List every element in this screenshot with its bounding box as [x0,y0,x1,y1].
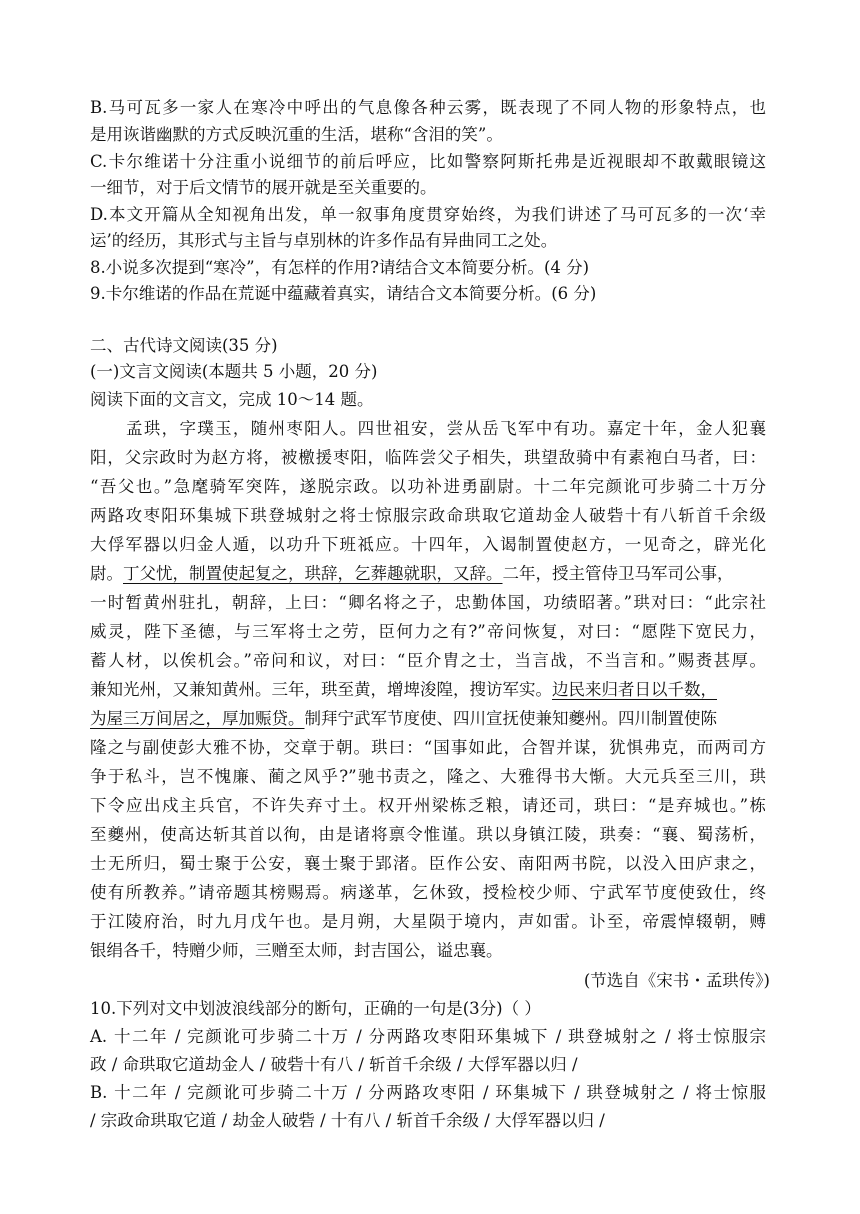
passage-source: (节选自《宋书・孟珙传》) [583,971,770,990]
option-a-line-1: A. 十二年 / 完颜讹可步骑二十万 / 分两路攻枣阳环集城下 / 珙登城射之 / 将士惊服宗 [90,1027,766,1046]
option-b-line-2: / 宗政命珙取它道 / 劫金人破砦 / 十有八 / 斩首千余级 / 大俘军器以归 / [90,1111,605,1130]
option-b-line-2: 是用诙谐幽默的方式反映沉重的生活，堪称“含泪的笑”。 [90,125,503,144]
passage-line [90,562,734,586]
passage-line: 两路攻枣阳环集城下珙登城射之将士惊服宗政命珙取它道劫金人破砦十有八斩首千余级 [90,506,766,525]
option-a-line-2: 政 / 命珙取它道劫金人 / 破砦十有八 / 斩首千余级 / 大俘军器以归 / [90,1055,578,1074]
underlined-sentence: 为屋三万间居之，厚加赈贷。 [90,709,305,728]
passage-segment: 兼知光州，又兼知黄州。三年，珙至黄，增埤浚隍，搜访军实。 [90,680,552,699]
passage-line [90,707,717,731]
passage-line: 孟珙，字璞玉，随州枣阳人。四世祖安，尝从岳飞军中有功。嘉定十年，金人犯襄 [126,419,766,438]
underlined-sentence: 丁父忧，制置使起复之，珙辞，乞葬趣就职，又辞。 [123,564,503,583]
option-c-line-2: 一细节，对于后文情节的展开就是至关重要的。 [90,178,437,197]
option-d-line-2: 运’的经历，其形式与主旨与卓别林的许多作品有异曲同工之处。 [90,231,558,250]
passage-line: 士无所归，蜀士聚于公安，襄士聚于郢渚。臣作公安、南阳两书院，以没入田庐隶之， [90,854,766,873]
passage-line: 下令应出戍主兵官，不许失弃寸土。权开州梁栋乏粮，请还司，珙曰：“是弃城也。”栋 [90,796,766,815]
option-c-line-1: C.卡尔维诺十分注重小说细节的前后呼应，比如警察阿斯托弗是近视眼却不敢戴眼镜这 [90,152,766,171]
reading-instruction: 阅读下面的文言文，完成 10～14 题。 [90,390,374,409]
passage-segment: 尉。 [90,564,123,583]
passage-line: 至夔州，使高达斩其首以徇，由是诸将禀令惟谨。珙以身镇江陵，珙奏：“襄、蜀荡析， [90,825,766,844]
passage-line: 阳，父宗政时为赵方将，被檄援枣阳，临阵尝父子相失，珙望敌骑中有素袍白马者，曰： [90,448,766,467]
question-9: 9.卡尔维诺的作品在荒诞中蕴藏着真实，请结合文本简要分析。(6 分) [90,284,597,303]
passage-line: 争于私斗，岂不愧廉、蔺之风乎?”驰书责之，隆之、大雅得书大惭。大元兵至三川，珙 [90,767,766,786]
question-10: 10.下列对文中划波浪线部分的断句，正确的一句是(3分)（ ） [90,999,541,1018]
underlined-sentence: 边民来归者日以千数， [552,680,717,699]
passage-line: 隆之与副使彭大雅不协，交章于朝。珙曰：“国事如此，合智并谋，犹惧弗克，而两司方 [90,738,766,757]
passage-line [90,678,717,702]
passage-line: 一时暂黄州驻扎，朝辞，上曰：“卿名将之子，忠勤体国，功绩昭著。”珙对曰：“此宗社 [90,593,766,612]
option-b-line-1: B.马可瓦多一家人在寒冷中呼出的气息像各种云雾，既表现了不同人物的形象特点，也 [90,98,766,117]
passage-line: 于江陵府治，时九月戊午也。是月朔，大星陨于境内，声如雷。讣至，帝震悼辍朝，赙 [90,912,766,931]
passage-line: 银绢各千，特赠少师，三赠至太师，封吉国公，谥忠襄。 [90,941,503,960]
option-d-line-1: D.本文开篇从全知视角出发，单一叙事角度贯穿始终，为我们讲述了马可瓦多的一次‘幸 [90,205,766,224]
passage-line: 大俘军器以归金人遁，以功升下班祗应。十四年，入谒制置使赵方，一见奇之，辟光化 [90,535,766,554]
passage-segment: 制拜宁武军节度使、四川宣抚使兼知夔州。四川制置使陈 [304,709,717,728]
subsection-heading: (一)文言文阅读(本题共 5 小题，20 分) [90,362,378,381]
section-heading: 二、古代诗文阅读(35 分) [90,336,278,355]
passage-line: 威灵，陛下圣德，与三军将士之劳，臣何力之有?”帝问恢复，对曰：“愿陛下宽民力， [90,622,766,641]
passage-line: “吾父也。”急麾骑军突阵，遂脱宗政。以功补进勇副尉。十二年完颜讹可步骑二十万分 [90,477,766,496]
passage-segment: 二年，授主管侍卫马军司公事， [502,564,734,583]
option-b-line-1: B. 十二年 / 完颜讹可步骑二十万 / 分两路攻枣阳 / 环集城下 / 珙登城射之 / 将士惊服 [90,1083,766,1102]
passage-line: 蓄人材，以俟机会。”帝问和议，对曰：“臣介胄之士，当言战，不当言和。”赐赉甚厚。 [90,651,766,670]
question-8: 8.小说多次提到“寒冷”，有怎样的作用?请结合文本简要分析。(4 分) [90,258,590,277]
passage-line: 使有所教养。”请帝题其榜赐焉。病遂革，乞休致，授检校少师、宁武军节度使致仕，终 [90,883,766,902]
